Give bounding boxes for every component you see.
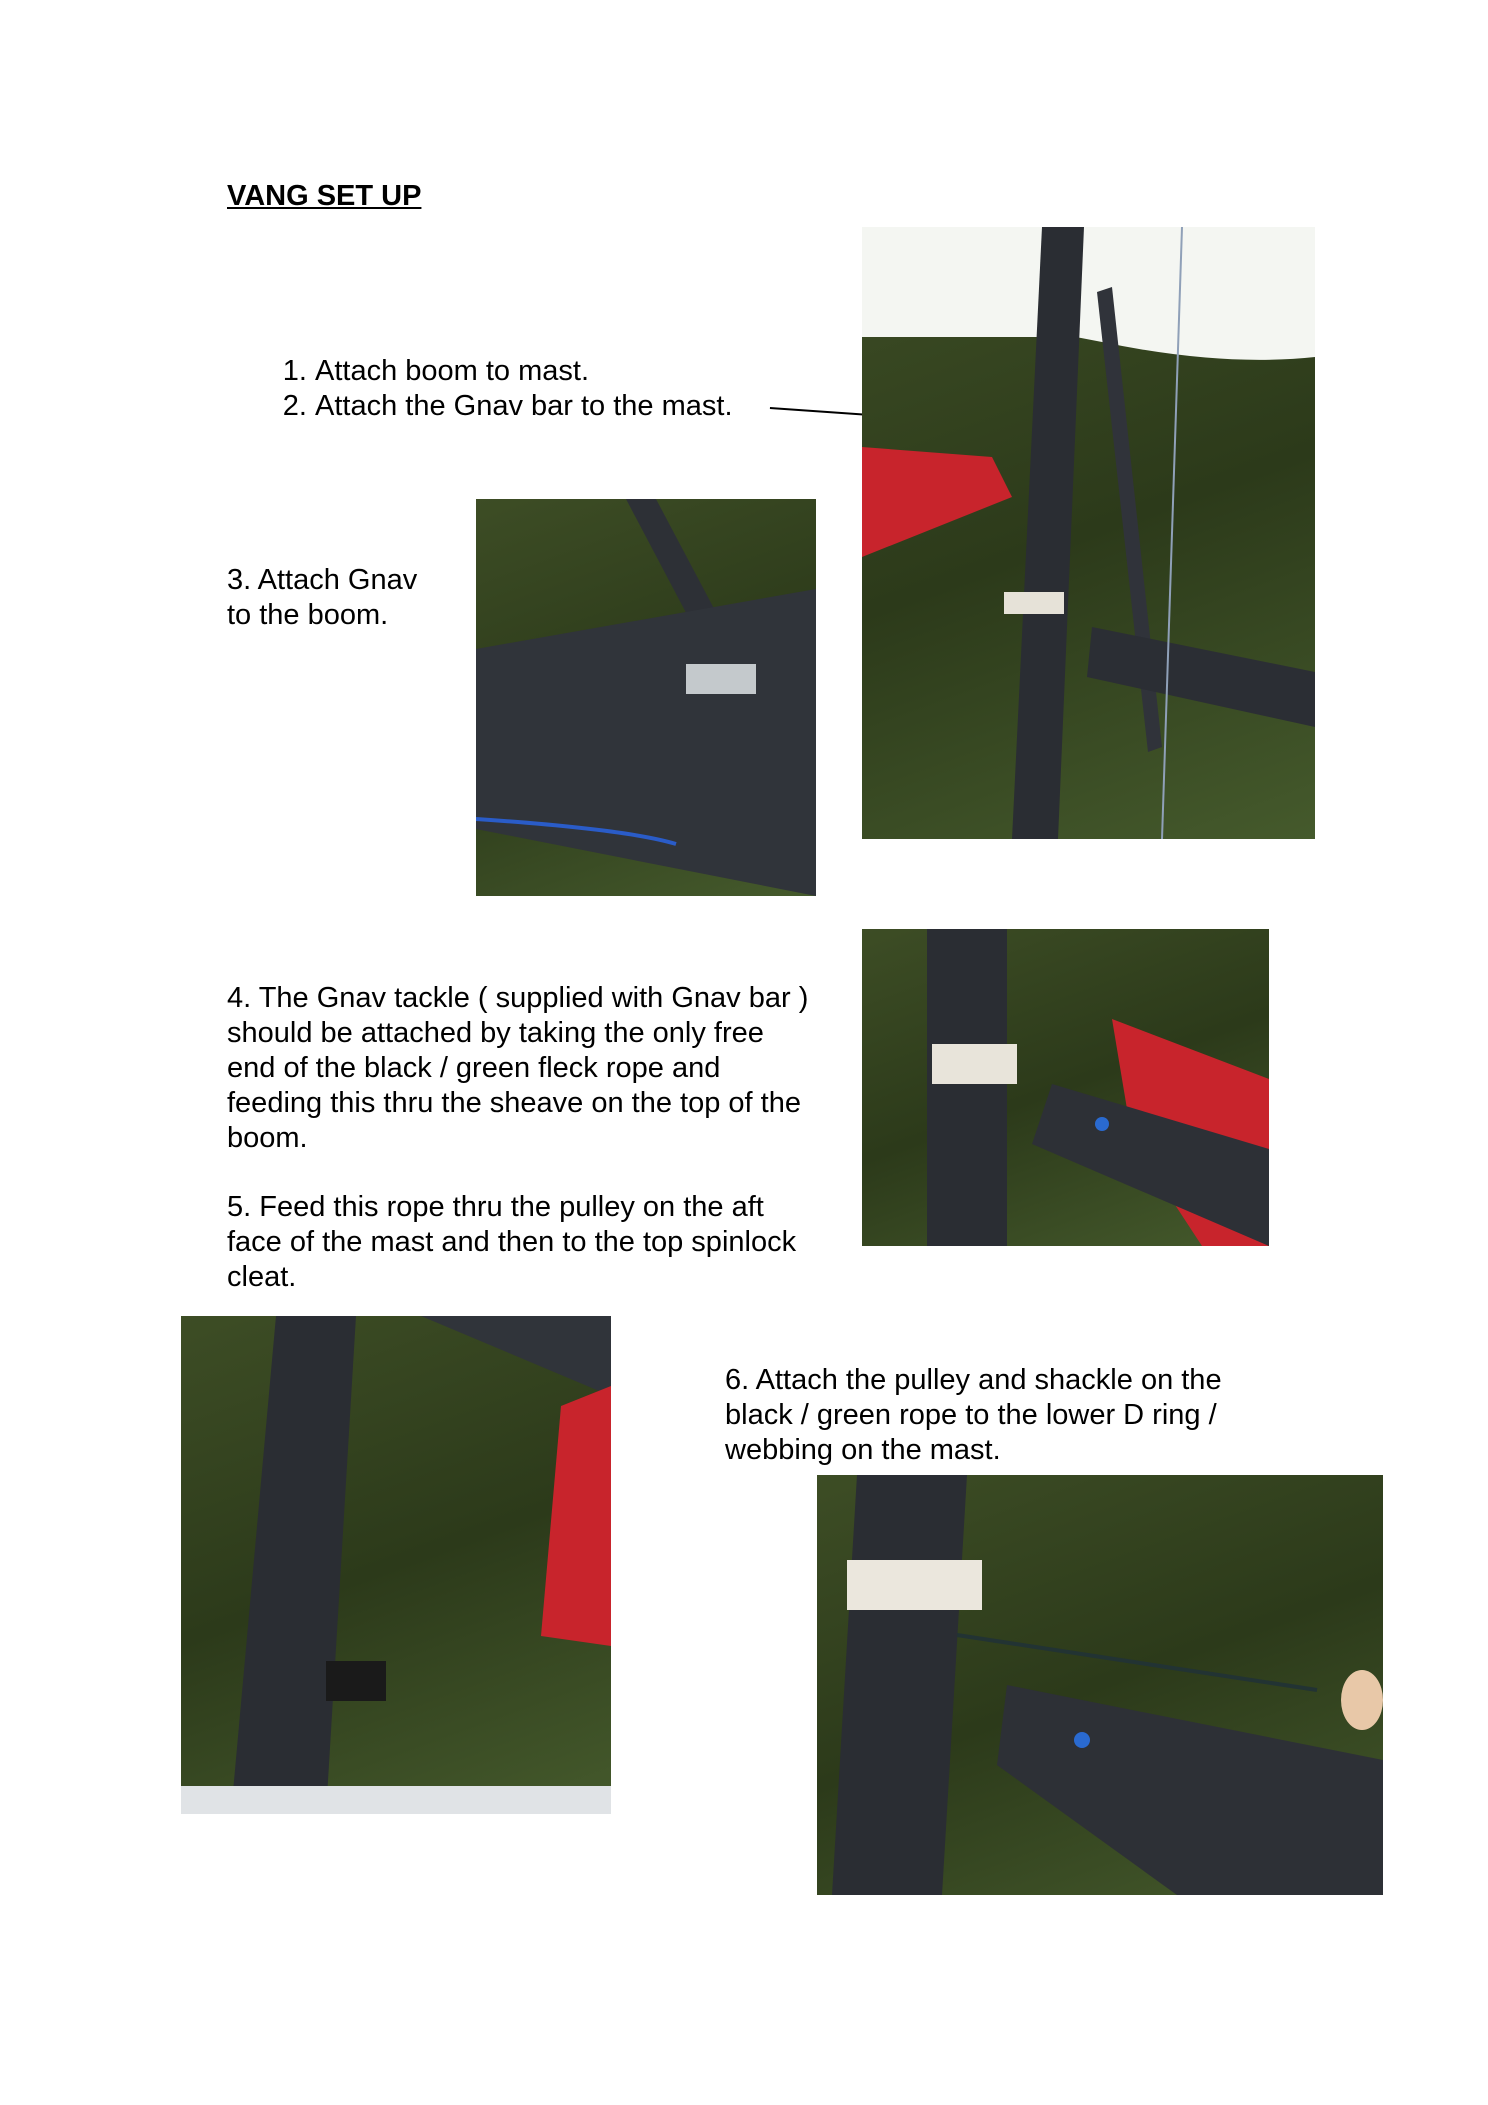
line: 4. The Gnav tackle ( supplied with Gnav bar )	[227, 982, 809, 1014]
step-4-text	[227, 981, 808, 1156]
step-1: 1. Attach boom to mast.	[315, 354, 733, 389]
line: feeding this thru the sheave on the top of the	[227, 1087, 801, 1119]
step-6-text	[725, 1363, 1222, 1468]
line: cleat.	[227, 1261, 297, 1293]
page-title: VANG SET UP	[227, 180, 422, 212]
photo-gnav-tackle	[862, 929, 1269, 1246]
step-5-text	[227, 1190, 796, 1295]
line: 6. Attach the pulley and shackle on the	[725, 1364, 1222, 1396]
line: 5. Feed this rope thru the pulley on the aft	[227, 1191, 764, 1223]
step-3-text	[227, 563, 417, 633]
line: 3. Attach Gnav	[227, 564, 418, 596]
line: boom.	[227, 1122, 308, 1154]
line: end of the black / green fleck rope and	[227, 1052, 721, 1084]
line: face of the mast and then to the top spinlock	[227, 1226, 797, 1258]
photo-lower-d-ring	[817, 1475, 1383, 1895]
line: black / green rope to the lower D ring /	[725, 1399, 1217, 1431]
line: webbing on the mast.	[725, 1434, 1001, 1466]
steps-list	[270, 354, 733, 424]
photo-pulley-mast	[181, 1316, 611, 1814]
photo-mast-gnav-bar	[862, 227, 1315, 839]
photo-gnav-boom	[476, 499, 816, 896]
line: to the boom.	[227, 599, 389, 631]
line: should be attached by taking the only free	[227, 1017, 764, 1049]
step-2: 2. Attach the Gnav bar to the mast.	[315, 389, 733, 424]
